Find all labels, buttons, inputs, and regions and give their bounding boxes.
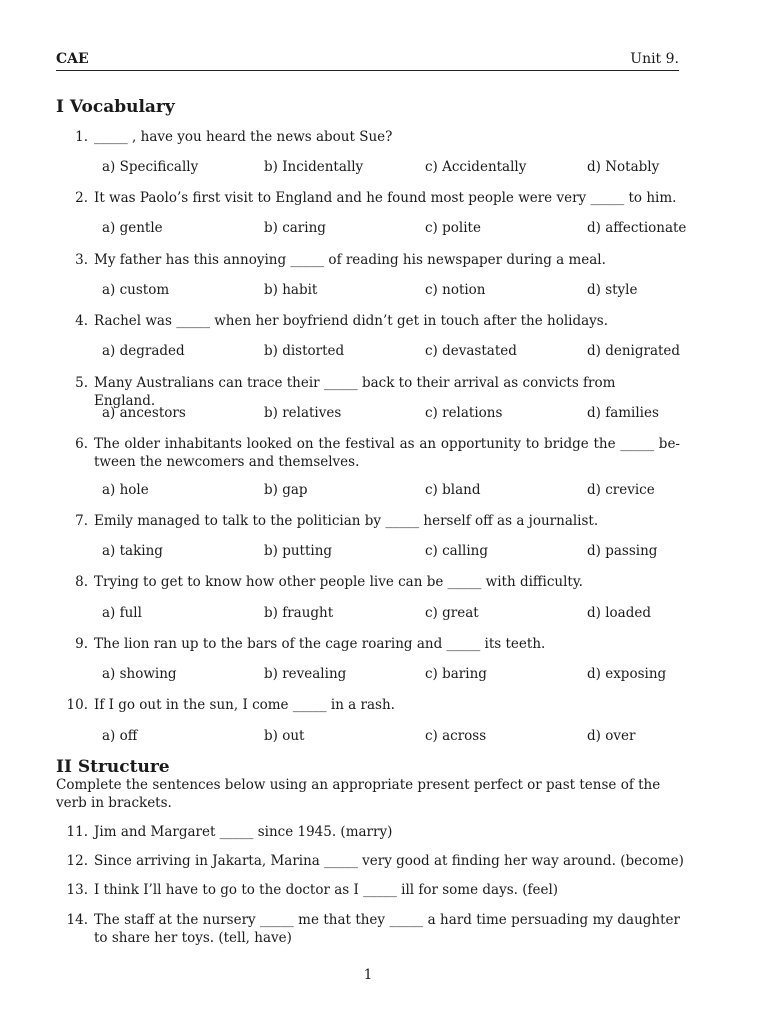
option-b: b) habit [264, 282, 318, 298]
question-number: 4. [75, 313, 88, 329]
options-3 [102, 282, 702, 300]
question-text: I think I’ll have to go to the doctor as I _____ ill for some days. (feel) [94, 882, 559, 898]
question-text: Trying to get to know how other people live can be _____ with difficulty. [94, 574, 583, 590]
page-number: 1 [363, 967, 373, 983]
option-b: b) fraught [264, 605, 334, 621]
option-c: c) great [425, 605, 479, 621]
question-number: 9. [75, 636, 88, 652]
question-text: Jim and Margaret _____ since 1945. (marry) [94, 824, 393, 840]
option-c: c) calling [425, 543, 489, 559]
question-number: 12. [66, 853, 88, 869]
option-d: d) exposing [587, 666, 667, 682]
option-d: d) passing [587, 543, 658, 559]
option-b: b) relatives [264, 405, 342, 421]
option-d: d) style [587, 282, 638, 298]
option-a: a) off [102, 728, 138, 744]
options-10 [102, 728, 702, 746]
section-title-vocabulary: I Vocabulary [56, 97, 175, 117]
options-7 [102, 543, 702, 561]
option-a: a) full [102, 605, 142, 621]
question-number: 14. [66, 912, 88, 928]
option-b: b) gap [264, 482, 308, 498]
option-c: c) relations [425, 405, 503, 421]
question-text: _____ , have you heard the news about Sue? [94, 129, 393, 145]
question-text: Since arriving in Jakarta, Marina _____ very good at finding her way around. (become) [94, 853, 684, 869]
option-a: a) showing [102, 666, 177, 682]
course-label: CAE [56, 51, 89, 67]
option-c: c) polite [425, 220, 481, 236]
option-d: d) Notably [587, 159, 660, 175]
option-c: c) devastated [425, 343, 517, 359]
options-1 [102, 159, 702, 177]
option-b: b) caring [264, 220, 326, 236]
option-c: c) across [425, 728, 487, 744]
question-number: 8. [75, 574, 88, 590]
option-a: a) degraded [102, 343, 185, 359]
question-number: 7. [75, 513, 88, 529]
option-a: a) ancestors [102, 405, 186, 421]
option-c: c) baring [425, 666, 487, 682]
option-d: d) denigrated [587, 343, 681, 359]
question-number: 2. [75, 190, 88, 206]
page-header [56, 50, 679, 71]
question-number: 11. [66, 824, 88, 840]
option-c: c) bland [425, 482, 481, 498]
option-d: d) families [587, 405, 659, 421]
question-number: 1. [75, 129, 88, 145]
question-text: If I go out in the sun, I come _____ in a rash. [94, 697, 395, 713]
options-8 [102, 605, 702, 623]
option-b: b) Incidentally [264, 159, 364, 175]
question-number: 5. [75, 375, 88, 391]
question-text: My father has this annoying _____ of reading his newspaper during a meal. [94, 252, 606, 268]
question-number: 3. [75, 252, 88, 268]
options-9 [102, 666, 702, 684]
question-number: 10. [66, 697, 88, 713]
options-6 [102, 482, 702, 500]
option-a: a) custom [102, 282, 170, 298]
option-d: d) over [587, 728, 636, 744]
option-d: d) affectionate [587, 220, 687, 236]
question-text: Many Australians can trace their _____ back to their arrival as convicts from England. [94, 375, 616, 409]
unit-label: Unit 9. [630, 51, 679, 67]
option-b: b) out [264, 728, 305, 744]
section-instructions: Complete the sentences below using an appropriate present perfect or past tense of the verb in brackets. [56, 777, 661, 811]
options-5 [102, 405, 702, 423]
option-a: a) taking [102, 543, 163, 559]
option-d: d) crevice [587, 482, 655, 498]
question-text: Emily managed to talk to the politician by _____ herself off as a journalist. [94, 513, 599, 529]
question-text: The staff at the nursery _____ me that they _____ a hard time persuading my daughter to share her toys. (tell, have) [94, 912, 680, 946]
options-4 [102, 343, 702, 361]
option-a: a) hole [102, 482, 149, 498]
option-b: b) putting [264, 543, 333, 559]
option-c: c) Accidentally [425, 159, 527, 175]
question-text: The lion ran up to the bars of the cage roaring and _____ its teeth. [94, 636, 546, 652]
option-b: b) revealing [264, 666, 347, 682]
question-text: Rachel was _____ when her boyfriend didn’t get in touch after the holidays. [94, 313, 609, 329]
question-number: 13. [66, 882, 88, 898]
option-a: a) gentle [102, 220, 163, 236]
question-text: It was Paolo’s first visit to England and he found most people were very _____ to him. [94, 190, 677, 206]
options-2 [102, 220, 702, 238]
section-title-structure: II Structure [56, 757, 170, 777]
option-d: d) loaded [587, 605, 651, 621]
option-c: c) notion [425, 282, 486, 298]
option-b: b) distorted [264, 343, 345, 359]
question-number: 6. [75, 436, 88, 452]
option-a: a) Specifically [102, 159, 199, 175]
question-text: The older inhabitants looked on the festival as an opportunity to bridge the _____ be- tween the newcomers and themselves. [94, 436, 680, 470]
